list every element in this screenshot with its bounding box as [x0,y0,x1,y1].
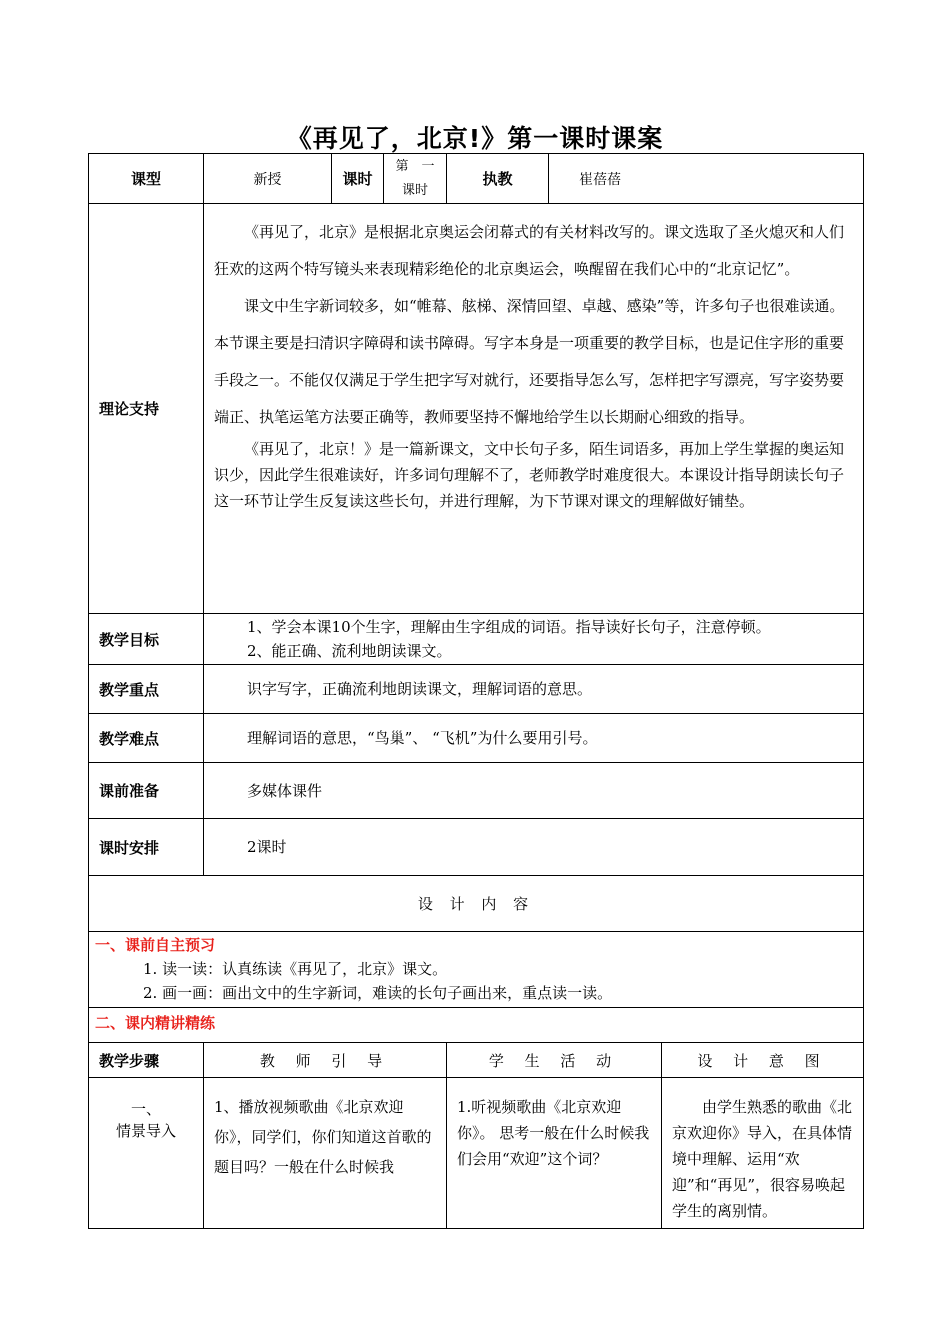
preview-title: 一、课前自主预习 [95,936,216,954]
design-header: 设 计 内 容 [89,876,864,932]
type-label: 课型 [89,154,204,204]
design-intent: 由学生熟悉的歌曲《北京欢迎你》导入，在具体情境中理解、运用“欢迎”和“再见”，很容易唤起学生的离别情。 [662,1078,864,1229]
preview-item: 2. 画一画：画出文中的生字新词，难读的长句子画出来，重点读一读。 [143,984,613,1002]
goal-item: 2、能正确、流利地朗读课文。 [247,642,452,660]
schedule-row [89,819,864,876]
teacher-guide: 1、播放视频歌曲《北京欢迎你》，同学们，你们知道这首歌的题目吗？一般在什么时候我 [204,1078,447,1229]
schedule-label: 课时安排 [89,819,204,876]
period-label: 课时 [332,154,384,204]
theory-row [89,204,864,614]
prep-label: 课前准备 [89,763,204,819]
prep-value: 多媒体课件 [204,763,864,819]
goals-label: 教学目标 [89,614,204,665]
teacher-value: 崔蓓蓓 [549,154,864,204]
period-value-line1: 第 一 [395,158,435,174]
difficulty-value: 理解词语的意思，“鸟巢”、 “飞机”为什么要用引号。 [204,714,864,763]
student-activity: 1.听视频歌曲《北京欢迎你》。 思考一般在什么时候我们会用“欢迎”这个词？ [447,1078,662,1229]
lecture-row [89,1008,864,1043]
focus-value: 识字写字，正确流利地朗读课文，理解词语的意思。 [204,665,864,714]
page-title: 《再见了，北京!》第一课时课案 [286,124,664,153]
difficulty-row [89,714,864,763]
theory-label: 理论支持 [89,204,204,614]
focus-label: 教学重点 [89,665,204,714]
focus-row [89,665,864,714]
steps-col-intent: 设 计 意 图 [662,1043,864,1078]
theory-paragraph: 课文中生字新词较多，如“帷幕、舷梯、深情回望、卓越、感染”等，许多句子也很难读通。本节课主要是扫清识字障碍和读书障碍。写字本身是一项重要的教学目标，也是记住字形的重要手段之一。不能仅仅满足于学生把字写对就行，还要指导怎么写，怎样把字写漂亮，写字姿势要端正、执笔运笔方法要正确等，教师要坚持不懈地给学生以长期耐心细致的指导。 [214,297,845,426]
theory-content [204,204,864,614]
schedule-value: 2课时 [204,819,864,876]
prep-row [89,763,864,819]
steps-col-student: 学 生 活 动 [447,1043,662,1078]
difficulty-label: 教学难点 [89,714,204,763]
steps-col-step: 教学步骤 [89,1043,204,1078]
period-value [384,154,447,204]
design-header-row [89,876,864,932]
steps-col-teacher: 教 师 引 导 [204,1043,447,1078]
goals-content [204,614,864,665]
preview-section [89,932,864,1008]
step-name [89,1078,204,1229]
period-value-line2: 课时 [401,182,428,198]
step-title: 情景导入 [115,1122,176,1140]
type-value: 新授 [204,154,332,204]
goals-row [89,614,864,665]
theory-paragraph: 《再见了，北京！》是一篇新课文，文中长句子多，陌生词语多，再加上学生掌握的奥运知识少，因此学生很难读好，许多词句理解不了，老师教学时难度很大。本课设计指导朗读长句子这一环节让学生反复读这些长句，并进行理解，为下节课对课文的理解做好铺垫。 [214,440,845,510]
preview-row [89,932,864,1008]
teacher-label: 执教 [447,154,549,204]
header-row [89,154,864,204]
lesson-plan-table [88,153,864,1229]
lecture-title: 二、课内精讲精练 [89,1008,864,1043]
steps-header-row [89,1043,864,1078]
preview-item: 1. 读一读：认真练读《再见了，北京》课文。 [143,960,448,978]
step-number: 一、 [130,1100,161,1118]
steps-row [89,1078,864,1229]
goal-item: 1、学会本课10个生字，理解由生字组成的词语。指导读好长句子，注意停顿。 [247,618,771,636]
theory-paragraph: 《再见了，北京》是根据北京奥运会闭幕式的有关材料改写的。课文选取了圣火熄灭和人们狂欢的这两个特写镜头来表现精彩绝伦的北京奥运会，唤醒留在我们心中的“北京记忆”。 [214,223,845,278]
